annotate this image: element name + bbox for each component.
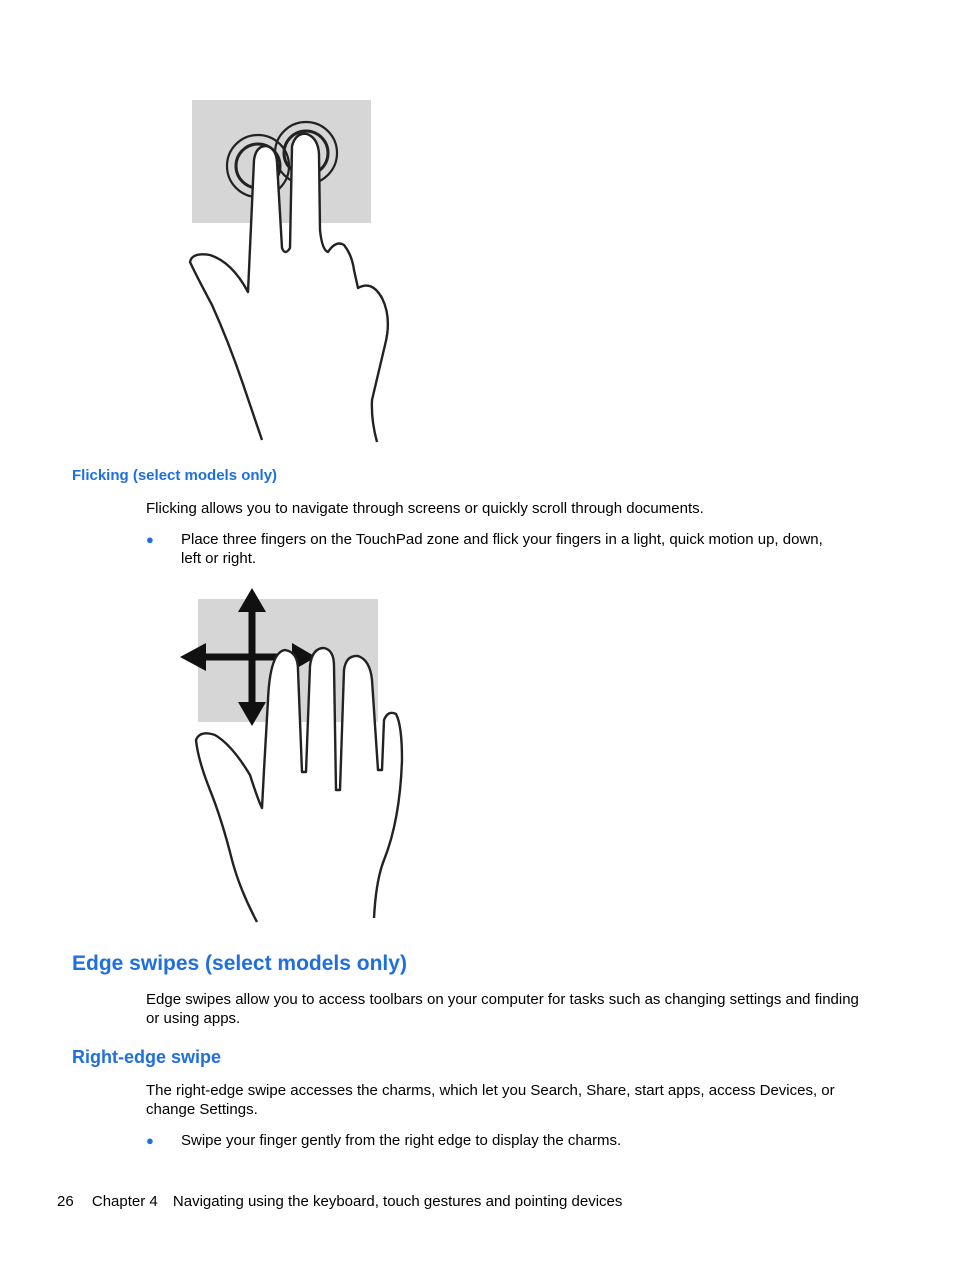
- page-number: 26: [57, 1193, 74, 1210]
- footer: [57, 1192, 622, 1211]
- section-heading-right-edge-swipe: Right-edge swipe: [72, 1047, 222, 1067]
- section-heading-edge-swipes: Edge swipes (select models only): [72, 952, 407, 975]
- footer-chapter: Chapter 4: [91, 1193, 158, 1210]
- bullet-text-right-edge: Swipe your finger gently from the right edge to display the charms.: [181, 1132, 622, 1149]
- bullet-marker: ●: [146, 532, 154, 547]
- paragraph-flicking-intro: Flicking allows you to navigate through screens or quickly scroll through documents.: [146, 500, 704, 517]
- footer-chapter-title: Navigating using the keyboard, touch gestures and pointing devices: [172, 1193, 623, 1210]
- bullet-text-flicking: Place three fingers on the TouchPad zone and flick your fingers in a light, quick motion up, down, left or right.: [181, 531, 823, 567]
- paragraph-right-edge-intro: The right-edge swipe accesses the charms, which let you Search, Share, start apps, access Devices, or change Settings.: [146, 1082, 835, 1118]
- paragraph-edge-swipes-intro: Edge swipes allow you to access toolbars on your computer for tasks such as changing settings and finding or using apps.: [146, 991, 859, 1027]
- section-heading-flicking: Flicking (select models only): [72, 467, 278, 484]
- bullet-marker: ●: [146, 1133, 154, 1148]
